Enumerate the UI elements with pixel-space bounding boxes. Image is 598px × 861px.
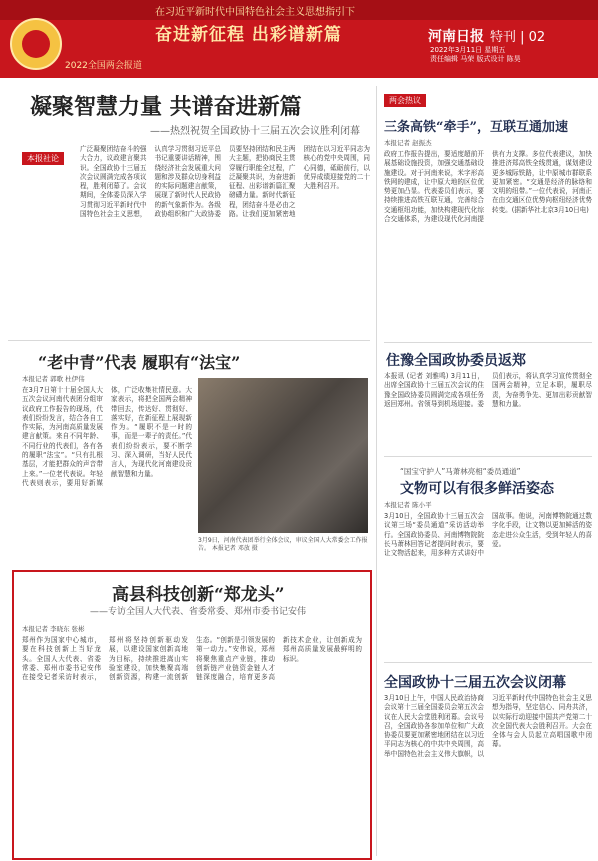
paper-name: 河南日报 [428,29,484,45]
story-b-byline: 本报记者 李晓东 张彬 [22,625,85,633]
story-b-title: 高县科技创新“郑龙头” [112,585,285,605]
editorial-badge: 本报社论 [22,152,64,165]
rail-bottom-title: 全国政协十三届五次会议闭幕 [384,675,566,691]
rail-divider-1 [384,342,592,343]
rail-story2-body: 3月10日，全国政协十三届五次会议第三场“委员通道”采访活动举行。全国政协委员、河南博物院院长马萧林回答记者提问时表示，要让文物活起来，用多种方式讲好中国故事。他说，河南博物院通过数字化手段，让文物以更加鲜活的姿态走进公众生活，受到年轻人的喜爱。 [384,512,592,558]
masthead-top-line: 在习近平新时代中国特色社会主义思想指引下 [155,7,355,18]
lead-title: 凝聚智慧力量 共谱奋进新篇 [30,94,302,120]
rail-divider-3 [384,662,592,663]
rail-story-byline: 本报记者 赵振杰 [384,139,432,147]
rail-mid-body: 本报讯 (记者 刘雅鸣) 3月11日，出席全国政协十三届五次会议的住豫全国政协委员圆满完成各项任务返回郑州。省领导到机场迎接。委员们表示，将认真学习宣传贯彻全国两会精神，立足本职，履职尽责，为奋勇争先、更加出彩贡献智慧和力量。 [384,372,592,408]
story-b-body: 郑州作为国家中心城市，要在科技创新上当好龙头。全国人大代表、省委常委、郑州市委书记安伟在接受记者采访时表示，郑州将坚持创新驱动发展，以建设国家创新高地为目标，持续推进嵩山实验室建设，加快集聚高端创新资源，构建一流创新生态。“创新是引领发展的第一动力。”安伟说，郑州将聚焦重点产业链，推动创新链产业链资金链人才链深度融合，培育更多高新技术企业，让创新成为郑州高质量发展最鲜明的标识。 [22,636,362,682]
section-divider [8,340,370,341]
rail-bottom-body: 3月10日上午，中国人民政治协商会议第十三届全国委员会第五次会议在人民大会堂胜利闭幕。会议号召，全国政协各参加单位和广大政协委员要更加紧密地团结在以习近平同志为核心的中共中央周围，高举中国特色社会主义伟大旗帜，以习近平新时代中国特色社会主义思想为指导，坚定信心、同舟共济，以实际行动迎接中国共产党第二十次全国代表大会胜利召开。大会在全体与会人员起立高唱国歌中闭幕。 [384,694,592,758]
emblem-icon [10,18,62,70]
rail-divider-2 [384,456,592,457]
lead-body: 广泛凝聚团结奋斗的强大合力，议政建言聚共识。全国政协十三届五次会议圆满完成各项议程，胜利闭幕了。会议期间，全体委员深入学习贯彻习近平新时代中国特色社会主义思想，认真学习贯彻习近平总书记重要讲话精神，围绕经济社会发展重大问题和涉及群众切身利益的实际问题建言献策，展现了新时代人民政协的新气象新作为。各级政协组织和广大政协委员要坚持团结和民主两大主题，把协商民主贯穿履行职能全过程，广泛凝聚共识，为奋进新征程、出彩谱新篇汇聚磅礴力量。新时代新征程，团结奋斗是必由之路。让我们更加紧密地团结在以习近平同志为核心的党中央周围，同心同德，砥砺前行，以优异成绩迎接党的二十大胜利召开。 [80,145,370,219]
rail-mid-title: 住豫全国政协委员返郑 [386,353,526,369]
rail-story2-title: 文物可以有很多鲜活姿态 [400,481,554,497]
hot-topic-badge: 两会热议 [384,94,426,107]
event-label: 2022全国两会报道 [65,61,142,71]
photo-caption: 3月9日，河南代表团举行全体会议，审议全国人大常委会工作报告。 本报记者 邓放 摄 [198,537,368,552]
meeting-photo [198,378,368,533]
story-b-subtitle: ——专访全国人大代表、省委常委、郑州市委书记安伟 [90,607,307,617]
lead-subtitle: ——热烈祝贺全国政协十三届五次会议胜利闭幕 [150,126,360,137]
story-a-title: “老中青”代表 履职有“法宝” [38,353,241,372]
story-a-byline: 本报记者 郭歌 杜伊伟 [22,375,85,383]
edition-label: 特刊 | 02 [490,30,546,45]
rail-story-body: 政府工作报告提出，要适度超前开展基础设施投资，加强交通基础设施建设。对于河南来说，米字形高铁网的建成，让中原大地的区位优势更加凸显。代表委员们表示，要持续推进高铁互联互通，完善综合交通枢纽功能，加快构建现代化综合交通体系，为建设现代化河南提供有力支撑。多位代表建议，加快推进济郑高铁全线贯通，谋划建设更多城际铁路，让中原城市群联系更加紧密。“交通是经济的脉络和文明的纽带。”一位代表说，河南正在由交通区位优势向枢纽经济优势转变。(据新华社北京3月10日电) [384,150,592,224]
masthead-slogan: 奋进新征程 出彩谱新篇 [155,25,342,45]
masthead-banner [0,0,598,78]
rail-story2-byline: 本报记者 陈小平 [384,501,432,509]
rail-story-kicker: “国宝守护人”马萧林亮相“委员通道” [400,467,521,476]
rail-story-title: 三条高铁“牵手”，互联互通加速 [384,120,568,135]
column-divider [376,86,377,856]
paper-meta: 2022年3月11日 星期五 责任编辑 马荣 版式设计 陈昊 [430,46,521,63]
story-a-body: 在3月7日第十十届全国人大五次会议河南代表团分组审议政府工作报告的现场，代表们纷纷发言，结合各自工作实际，为河南高质量发展建言献策。来自不同年龄、不同行业的代表们，各有各的履职“法宝”。“只有扎根基层，才能把群众的声音带上来。”一位老代表说。年轻代表则表示，要用好新媒体，广泛收集社情民意。大家表示，将把全国两会精神带回去，传达好、贯彻好、落实好，在新征程上展现新作为。“履职不是一时的事，而是一辈子的责任。”代表们纷纷表示，要不断学习、深入调研，当好人民代言人，为现代化河南建设贡献智慧和力量。 [22,386,192,487]
